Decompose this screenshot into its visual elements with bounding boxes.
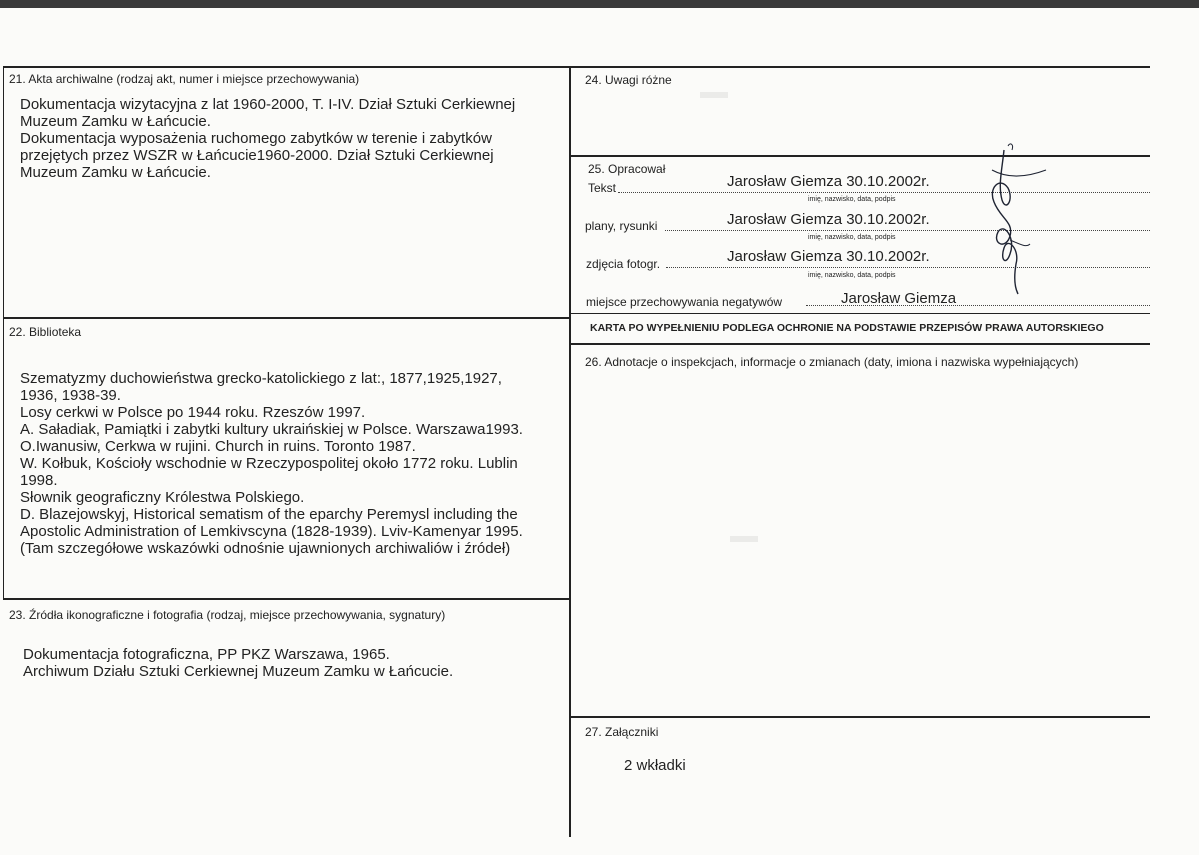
row-plans-hint: imię, nazwisko, data, podpis bbox=[808, 234, 896, 241]
text-line: Archiwum Działu Sztuki Cerkiewnej Muzeum Zamku w Łańcucie. bbox=[23, 663, 454, 680]
text-line: Dokumentacja fotograficzna, PP PKZ Warszawa, 1965. bbox=[23, 646, 390, 663]
text-line: 1936, 1938-39. bbox=[20, 387, 121, 404]
text-line: D. Blazejowskyj, Historical sematism of the eparchy Peremysl including the bbox=[20, 506, 518, 523]
divider-21-22 bbox=[3, 317, 570, 319]
section-22-text bbox=[20, 370, 523, 557]
row-text-hint: imię, nazwisko, data, podpis bbox=[808, 196, 896, 203]
row-photos-value: Jarosław Giemza 30.10.2002r. bbox=[727, 248, 930, 265]
divider-22-23 bbox=[3, 598, 570, 600]
dotted-line bbox=[665, 230, 1150, 231]
row-text-value: Jarosław Giemza 30.10.2002r. bbox=[727, 173, 930, 190]
text-line: Losy cerkwi w Polsce po 1944 roku. Rzeszów 1997. bbox=[20, 404, 366, 421]
text-line: O.Iwanusiw, Cerkwa w rujini. Church in ruins. Toronto 1987. bbox=[20, 438, 416, 455]
row-plans-value: Jarosław Giemza 30.10.2002r. bbox=[727, 211, 930, 228]
faint-stamp bbox=[730, 536, 758, 542]
text-line: Muzeum Zamku w Łańcucie. bbox=[20, 113, 211, 130]
signature-mark bbox=[980, 140, 1060, 300]
text-line: (Tam szczegółowe wskazówki odnośnie ujawnionych archiwaliów i źródeł) bbox=[20, 540, 511, 557]
text-line: Muzeum Zamku w Łańcucie. bbox=[20, 164, 211, 181]
section-21-label: 21. Akta archiwalne (rodzaj akt, numer i miejsce przechowywania) bbox=[9, 72, 360, 86]
faint-stamp bbox=[700, 92, 728, 98]
row-photos-hint: imię, nazwisko, data, podpis bbox=[808, 272, 896, 279]
scan-top-edge bbox=[0, 0, 1199, 8]
text-line: Szematyzmy duchowieństwa grecko-katolickiego z lat:, 1877,1925,1927, bbox=[20, 370, 502, 387]
section-23-label: 23. Źródła ikonograficzne i fotografia (rodzaj, miejsce przechowywania, sygnatury) bbox=[9, 608, 446, 622]
section-26-label: 26. Adnotacje o inspekcjach, informacje o zmianach (daty, imiona i nazwiska wypełniających) bbox=[585, 355, 1079, 369]
section-23-text bbox=[23, 646, 453, 680]
section-25-label: 25. Opracował bbox=[588, 162, 666, 176]
attachments-value: 2 wkładki bbox=[624, 757, 686, 774]
dotted-line bbox=[618, 192, 1150, 193]
form-top-rule bbox=[3, 66, 1150, 68]
text-line: Dokumentacja wizytacyjna z lat 1960-2000, T. I-IV. Dział Sztuki Cerkiewnej bbox=[20, 96, 516, 113]
text-line: W. Kołbuk, Kościoły wschodnie w Rzeczypospolitej około 1772 roku. Lublin bbox=[20, 455, 518, 472]
divider-25-notice bbox=[570, 313, 1150, 314]
copyright-notice: KARTA PO WYPEŁNIENIU PODLEGA OCHRONIE NA PODSTAWIE PRZEPISÓW PRAWA AUTORSKIEGO bbox=[590, 322, 1104, 334]
text-line: Słownik geograficzny Królestwa Polskiego. bbox=[20, 489, 305, 506]
section-24-label: 24. Uwagi różne bbox=[585, 73, 672, 87]
row-photos-label: zdjęcia fotogr. bbox=[586, 257, 661, 271]
row-plans-label: plany, rysunki bbox=[585, 219, 658, 233]
text-line: Apostolic Administration of Lemkivscyna (1828-1939). Lviv-Kamenyar 1995. bbox=[20, 523, 523, 540]
text-line: Dokumentacja wyposażenia ruchomego zabytków w terenie i zabytków bbox=[20, 130, 492, 147]
section-21-text bbox=[20, 96, 515, 181]
divider-24-25 bbox=[570, 155, 1150, 157]
left-edge-rule bbox=[3, 66, 4, 600]
section-27-label: 27. Załączniki bbox=[585, 725, 659, 739]
text-line: A. Saładiak, Pamiątki i zabytki kultury ukraińskiej w Polsce. Warszawa1993. bbox=[20, 421, 523, 438]
negatives-value: Jarosław Giemza bbox=[841, 290, 957, 307]
text-line: przejętych przez WSZR w Łańcucie1960-2000. Dział Sztuki Cerkiewnej bbox=[20, 147, 494, 164]
dotted-line bbox=[666, 267, 1150, 268]
column-divider bbox=[569, 66, 571, 837]
divider-notice-26 bbox=[570, 343, 1150, 345]
section-22-label: 22. Biblioteka bbox=[9, 325, 82, 339]
text-line: 1998. bbox=[20, 472, 58, 489]
negatives-label: miejsce przechowywania negatywów bbox=[586, 295, 783, 309]
divider-26-27 bbox=[570, 716, 1150, 718]
row-text-label: Tekst bbox=[588, 181, 617, 195]
